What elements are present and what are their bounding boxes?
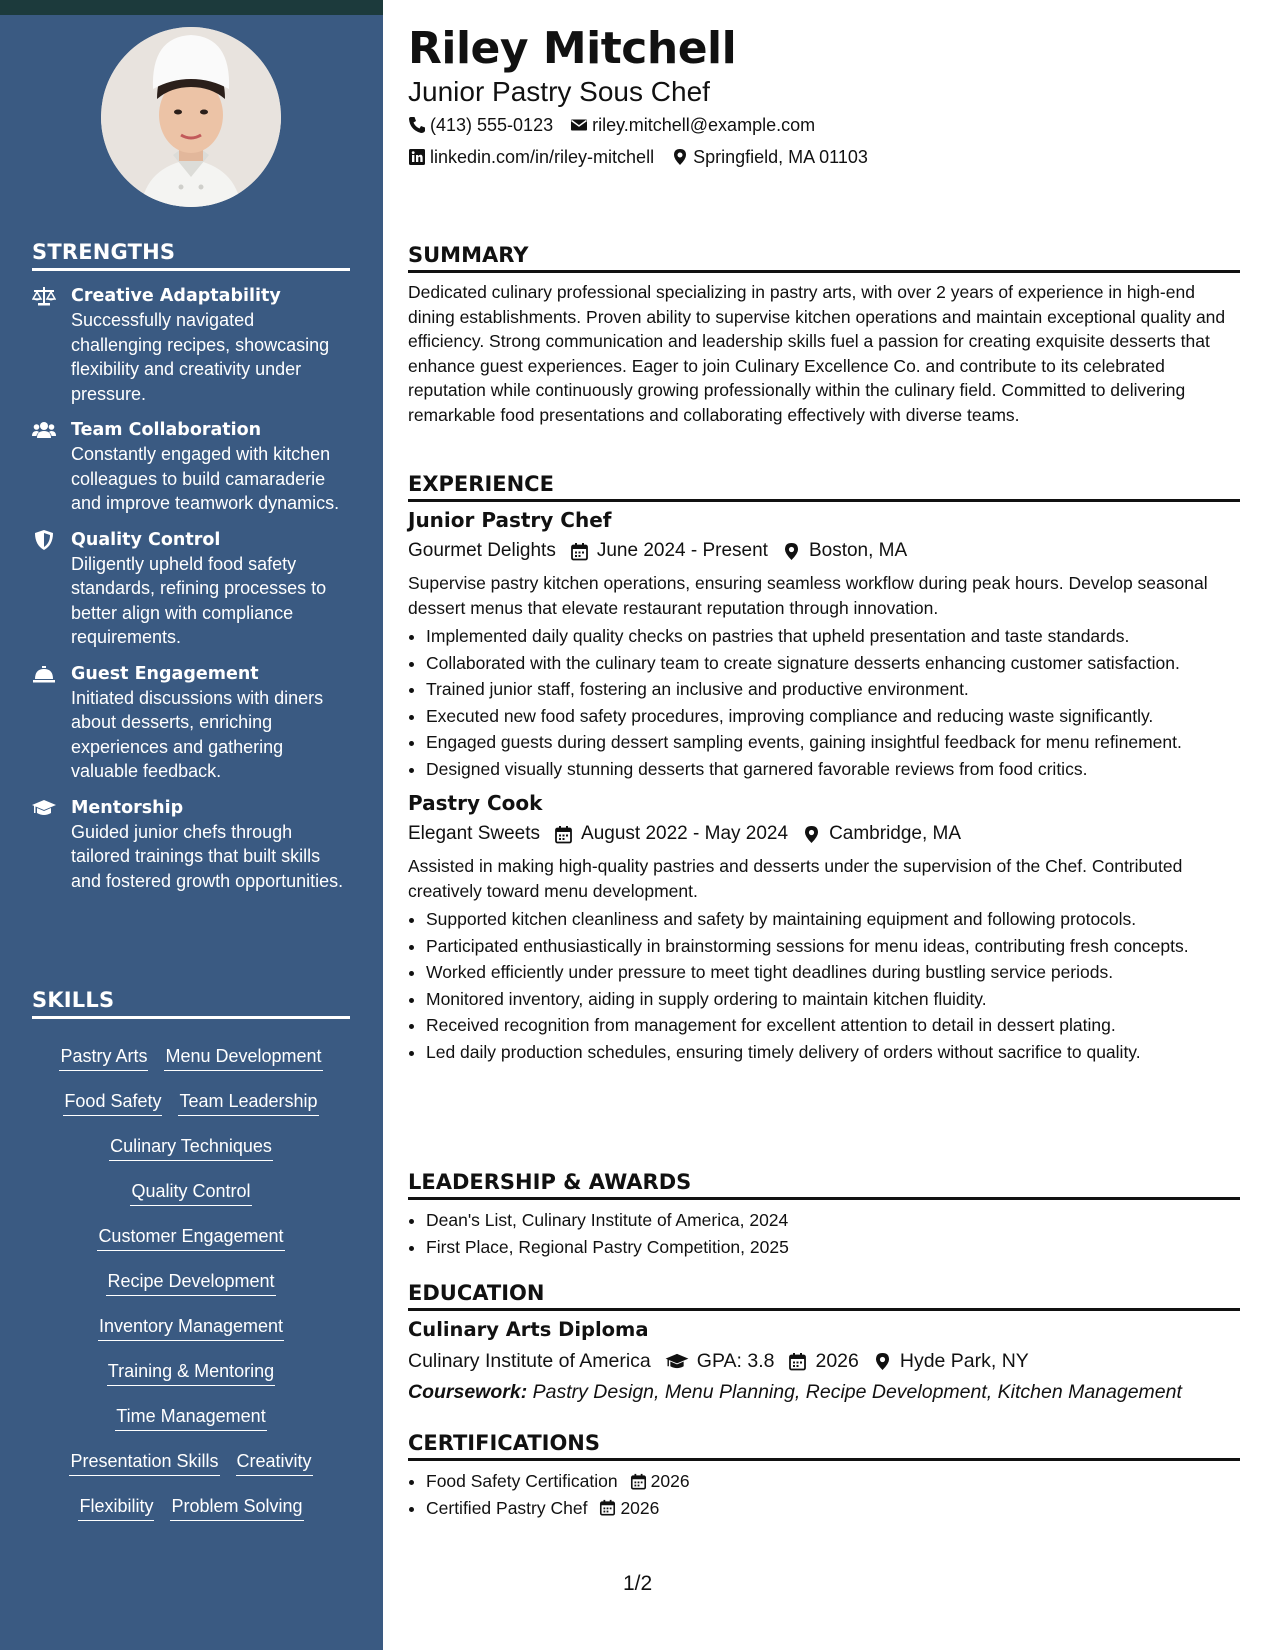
calendar-icon	[630, 1473, 647, 1490]
job-dates-text: August 2022 - May 2024	[581, 823, 789, 844]
skill-tag: Problem Solving	[170, 1494, 303, 1521]
job-dates-text: June 2024 - Present	[596, 540, 768, 561]
gpa	[665, 1347, 775, 1375]
school	[408, 1347, 651, 1375]
job-entry	[408, 506, 1240, 781]
strength-item	[32, 796, 350, 894]
candidate-title: Junior Pastry Sous Chef	[408, 76, 710, 107]
concierge-bell-icon	[32, 664, 56, 684]
job-meta	[408, 820, 1240, 848]
certification-item	[426, 1496, 1240, 1521]
sidebar	[0, 0, 383, 1650]
certifications-heading: CERTIFICATIONS	[408, 1429, 1240, 1461]
avatar	[101, 27, 281, 207]
calendar-icon	[788, 1352, 807, 1371]
education-heading: EDUCATION	[408, 1279, 1240, 1311]
job-location	[802, 820, 961, 848]
phone-icon	[408, 116, 426, 134]
job-bullet: • Worked efficiently under pressure to meet tight deadlines during bustling service periods.	[426, 960, 1240, 985]
skill-tag: Quality Control	[130, 1179, 251, 1206]
graduation-cap-icon	[665, 1352, 689, 1371]
job-bullet: • Led daily production schedules, ensuring timely delivery of orders without sacrifice to quality.	[426, 1040, 1240, 1065]
experience-section	[408, 470, 1240, 1066]
job-meta	[408, 537, 1240, 565]
strength-description: Guided junior chefs through tailored trainings that built skills and fostered growth opportunities.	[71, 821, 344, 891]
job-bullets	[408, 907, 1240, 1064]
map-marker-icon	[782, 542, 801, 561]
job-bullet: • Trained junior staff, fostering an inclusive and productive environment.	[426, 677, 1240, 702]
contact-row	[408, 145, 885, 169]
job-location-text: Cambridge, MA	[829, 823, 962, 844]
school-location-text: Hyde Park, NY	[899, 1350, 1029, 1372]
education-section	[408, 1279, 1240, 1406]
job-dates	[570, 537, 768, 565]
users-icon	[32, 420, 56, 440]
certification-year: 2026	[650, 1471, 690, 1491]
school-location	[873, 1347, 1029, 1375]
summary-section	[408, 241, 1240, 427]
school-name: Culinary Institute of America	[408, 1350, 651, 1372]
email-contact[interactable]	[570, 113, 815, 137]
job-description: Assisted in making high-quality pastries and desserts under the supervision of the Chef. Contributed creatively toward menu development.	[408, 856, 1183, 901]
certification-name: • Food Safety Certification	[426, 1471, 618, 1491]
location-text: Springfield, MA 01103	[693, 147, 868, 167]
skill-tag: Customer Engagement	[97, 1224, 284, 1251]
summary-heading: SUMMARY	[408, 241, 1240, 273]
job-title: Junior Pastry Chef	[408, 508, 612, 532]
skill-tag: Menu Development	[164, 1044, 322, 1071]
certification-name: • Certified Pastry Chef	[426, 1497, 588, 1518]
job-bullet: • Monitored inventory, aiding in supply ordering to maintain kitchen fluidity.	[426, 987, 1240, 1012]
balance-scale-icon	[32, 286, 56, 306]
skill-tag: Inventory Management	[98, 1314, 284, 1341]
shield-icon	[32, 530, 56, 550]
skill-tag: Culinary Techniques	[109, 1134, 273, 1161]
strength-title: Mentorship	[71, 797, 184, 818]
job-company-text: Elegant Sweets	[408, 823, 541, 844]
coursework	[408, 1378, 1240, 1406]
strength-description: Constantly engaged with kitchen colleagues to build camaraderie and improve teamwork dynamics.	[71, 444, 340, 513]
gpa-text: GPA: 3.8	[696, 1350, 775, 1372]
strengths-heading: STRENGTHS	[32, 240, 350, 271]
certification-year: 2026	[620, 1497, 660, 1518]
job-entry	[408, 789, 1240, 1064]
job-bullet: • Designed visually stunning desserts that garnered favorable reviews from food critics.	[426, 757, 1240, 782]
skill-tag: Flexibility	[78, 1494, 154, 1521]
job-location-text: Boston, MA	[808, 540, 908, 561]
skill-tag: Creativity	[236, 1449, 313, 1476]
job-dates	[554, 820, 788, 848]
awards-section	[408, 1168, 1240, 1261]
skills-section	[32, 988, 350, 1530]
job-location	[782, 537, 907, 565]
sidebar-top-bar	[0, 0, 383, 15]
job-company	[408, 820, 540, 848]
strengths-section	[32, 240, 350, 893]
graduation-cap-icon	[32, 798, 56, 818]
strength-item	[32, 284, 350, 406]
map-marker-icon	[873, 1352, 892, 1371]
location-contact	[671, 145, 868, 169]
strength-title: Team Collaboration	[71, 420, 262, 440]
year-text: 2026	[815, 1350, 859, 1372]
degree-title: Culinary Arts Diploma	[408, 1318, 649, 1341]
coursework-text: Pastry Design, Menu Planning, Recipe Development, Kitchen Management	[532, 1381, 1182, 1403]
linkedin-text: linkedin.com/in/riley-mitchell	[430, 147, 655, 167]
calendar-icon	[554, 825, 573, 844]
job-description: Supervise pastry kitchen operations, ensuring seamless workflow during peak hours. Develop seasonal dessert menus that elevate restaurant reputation through innovation.	[408, 573, 1208, 618]
job-bullet: • Executed new food safety procedures, improving compliance and reducing waste significantly.	[426, 704, 1240, 729]
awards-list	[408, 1208, 1240, 1259]
certifications-section	[408, 1429, 1240, 1522]
coursework-label: Coursework:	[408, 1381, 528, 1403]
map-marker-icon	[671, 148, 689, 166]
phone-text: (413) 555-0123	[430, 115, 554, 135]
job-company-text: Gourmet Delights	[408, 540, 556, 561]
phone-contact	[408, 113, 553, 137]
certifications-list	[408, 1469, 1240, 1520]
skill-tag: Pastry Arts	[59, 1044, 148, 1071]
job-bullet: • Engaged guests during dessert sampling events, gaining insightful feedback for menu refinement.	[426, 730, 1240, 755]
experience-heading: EXPERIENCE	[408, 470, 1240, 502]
skill-tag: Team Leadership	[178, 1089, 318, 1116]
skill-tag: Food Safety	[63, 1089, 162, 1116]
award-item: • Dean's List, Culinary Institute of America, 2024	[426, 1208, 1240, 1233]
contact-row	[408, 113, 832, 137]
certification-item	[426, 1469, 1240, 1494]
skill-tag: Training & Mentoring	[107, 1359, 275, 1386]
job-bullet: • Implemented daily quality checks on pastries that upheld presentation and taste standards.	[426, 624, 1240, 649]
calendar-icon	[599, 1499, 616, 1516]
summary-text: Dedicated culinary professional specializing in pastry arts, with over 2 years of experience in high-end dining establishments. Proven ability to supervise kitchen operations and maintain exceptional quality and efficiency. Strong communication and leadership skills fuel a passion for creating exquisite desserts that enhance guest experiences. Eager to join Culinary Excellence Co. and contribute to its celebrated reputation while continuously growing professionally within the culinary field. Committed to delivering remarkable food presentations and collaborating effectively with diverse teams.	[408, 282, 1226, 425]
strength-item	[32, 418, 350, 516]
strength-title: Creative Adaptability	[71, 286, 281, 306]
skill-tag: Time Management	[115, 1404, 266, 1431]
strength-description: Diligently upheld food safety standards, refining processes to better align with compliance requirements.	[71, 553, 327, 647]
strength-description: Successfully navigated challenging recipes, showcasing flexibility and creativity under pressure.	[71, 310, 330, 404]
job-bullet: • Supported kitchen cleanliness and safety by maintaining equipment and following protocols.	[426, 907, 1240, 932]
envelope-icon	[570, 116, 588, 134]
skills-list	[32, 1035, 350, 1530]
job-title: Pastry Cook	[408, 791, 543, 815]
strength-title: Guest Engagement	[71, 663, 259, 684]
linkedin-icon	[408, 148, 426, 166]
map-marker-icon	[802, 825, 821, 844]
job-bullets	[408, 624, 1240, 781]
profile-photo	[101, 27, 281, 207]
job-bullet: • Participated enthusiastically in brainstorming sessions for menu ideas, contributing fresh concepts.	[426, 934, 1240, 959]
job-bullet: • Received recognition from management for excellent attention to detail in dessert plating.	[426, 1013, 1240, 1038]
awards-heading: LEADERSHIP & AWARDS	[408, 1168, 1240, 1200]
candidate-name: Riley Mitchell	[408, 23, 737, 74]
skill-tag: Recipe Development	[106, 1269, 275, 1296]
calendar-icon	[570, 542, 589, 561]
graduation-year	[788, 1347, 858, 1375]
job-bullet: • Collaborated with the culinary team to create signature desserts enhancing customer satisfaction.	[426, 651, 1240, 676]
education-meta	[408, 1347, 1240, 1375]
job-company	[408, 537, 556, 565]
skill-tag: Presentation Skills	[69, 1449, 219, 1476]
strength-item	[32, 528, 350, 650]
page-number: 1/2	[623, 1572, 653, 1595]
skills-heading: SKILLS	[32, 988, 350, 1019]
strength-item	[32, 662, 350, 784]
strength-description: Initiated discussions with diners about desserts, enriching experiences and gathering valuable feedback.	[71, 687, 324, 781]
email-text: riley.mitchell@example.com	[592, 115, 816, 135]
linkedin-contact[interactable]	[408, 145, 654, 169]
award-item: • First Place, Regional Pastry Competition, 2025	[426, 1235, 1240, 1260]
strength-title: Quality Control	[71, 529, 221, 550]
